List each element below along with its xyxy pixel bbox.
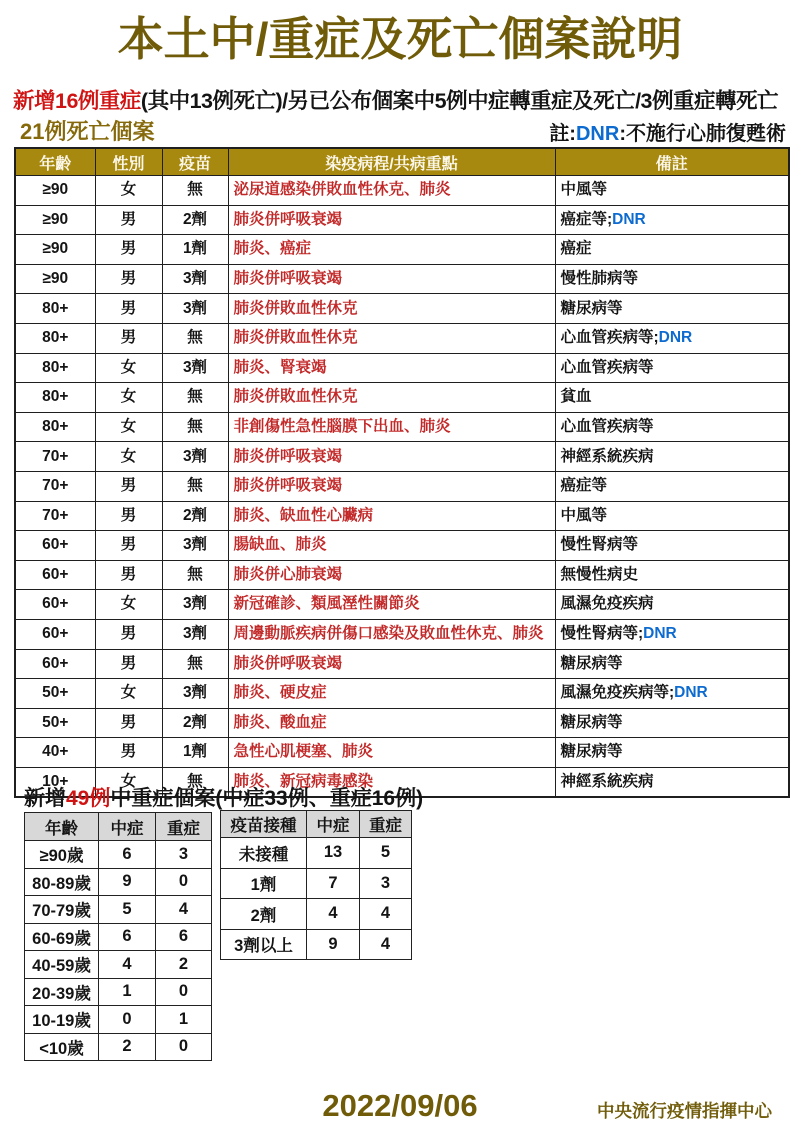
remark-text: 風濕免疫疾病	[560, 595, 654, 613]
death-case-row	[15, 353, 789, 383]
cell-value: 9	[99, 868, 156, 896]
cell-remark	[555, 619, 789, 649]
subtitle	[13, 84, 793, 115]
cell-remark	[555, 176, 789, 206]
remark-text: 糖尿病等	[560, 654, 623, 672]
cell-sex: 女	[95, 590, 162, 620]
cell-sex: 女	[95, 383, 162, 413]
dnr-label: DNR	[674, 684, 708, 702]
cell-age: 80+	[15, 294, 95, 324]
cell-sex: 男	[95, 205, 162, 235]
cell-vaccine: 無	[162, 323, 228, 353]
footer-org: 中央流行疫情指揮中心	[597, 1101, 772, 1121]
cell-course: 肺炎、癌症	[228, 235, 555, 265]
cell-sex: 男	[95, 560, 162, 590]
cell-value: 4	[360, 899, 412, 930]
remark-text: 神經系統疾病	[560, 773, 654, 791]
cell-value: 0	[156, 868, 212, 896]
cell-remark	[555, 738, 789, 768]
cell-remark	[555, 264, 789, 294]
cell-sex: 男	[95, 708, 162, 738]
cell-remark	[555, 767, 789, 797]
remark-text: 神經系統疾病	[560, 447, 654, 465]
remark-text: 無慢性病史	[560, 565, 639, 583]
cell-vaccine: 3劑	[162, 619, 228, 649]
cell-sex: 女	[95, 412, 162, 442]
cell-sex: 女	[95, 767, 162, 797]
cell-age: 40+	[15, 738, 95, 768]
column-header: 中症	[307, 811, 360, 838]
remark-text: 癌症	[560, 240, 592, 258]
cell-value: 13	[307, 838, 360, 869]
death-case-row	[15, 412, 789, 442]
cell-vaccine: 無	[162, 176, 228, 206]
death-case-row	[15, 471, 789, 501]
cell-vaccine: 2劑	[162, 501, 228, 531]
cell-age: 80+	[15, 323, 95, 353]
vaccine-table-body	[221, 838, 412, 960]
cell-age: 80+	[15, 412, 95, 442]
cell-age: 80+	[15, 353, 95, 383]
age-table-header-row	[25, 813, 212, 841]
text-segment: (其中13例死亡)/另已公布個案中5例中症轉重症及死亡/3例重症轉死亡	[140, 89, 779, 113]
death-case-row	[15, 560, 789, 590]
text-segment: 新增	[24, 787, 66, 810]
cell-value: 70-79歲	[25, 896, 99, 924]
death-case-row	[15, 235, 789, 265]
cell-remark	[555, 383, 789, 413]
cell-value: 60-69歲	[25, 923, 99, 951]
death-case-row	[15, 679, 789, 709]
cell-age: 60+	[15, 560, 95, 590]
age-group-row	[25, 1006, 212, 1034]
column-header: 性別	[95, 148, 162, 176]
death-case-row	[15, 323, 789, 353]
dnr-label: DNR	[643, 625, 677, 643]
cell-course: 肺炎併呼吸衰竭	[228, 264, 555, 294]
death-case-row	[15, 619, 789, 649]
cell-remark	[555, 590, 789, 620]
cell-remark	[555, 442, 789, 472]
cell-value: 6	[156, 923, 212, 951]
column-header: 染疫病程/共病重點	[228, 148, 555, 176]
age-table-body	[25, 841, 212, 1061]
column-header: 中症	[99, 813, 156, 841]
cell-course: 肺炎併敗血性休克	[228, 383, 555, 413]
cell-vaccine: 無	[162, 649, 228, 679]
cell-sex: 男	[95, 501, 162, 531]
deaths-table	[14, 147, 790, 798]
cell-sex: 男	[95, 649, 162, 679]
column-header: 年齡	[25, 813, 99, 841]
text-segment: 49例	[66, 787, 111, 810]
death-case-row	[15, 590, 789, 620]
cell-value: 9	[307, 929, 360, 960]
death-case-row	[15, 738, 789, 768]
cell-remark	[555, 235, 789, 265]
severe-section-heading	[24, 782, 423, 812]
cell-value: 1劑	[221, 868, 307, 899]
cell-course: 非創傷性急性腦膜下出血、肺炎	[228, 412, 555, 442]
cell-sex: 男	[95, 323, 162, 353]
cell-vaccine: 無	[162, 767, 228, 797]
text-segment: :不施行心肺復甦術	[619, 123, 786, 145]
age-group-row	[25, 1033, 212, 1061]
cell-remark	[555, 501, 789, 531]
cell-course: 肺炎、新冠病毒感染	[228, 767, 555, 797]
cell-remark	[555, 205, 789, 235]
death-case-row	[15, 383, 789, 413]
remark-text: 糖尿病等	[560, 299, 623, 317]
cell-age: 50+	[15, 708, 95, 738]
vaccine-table-header-row	[221, 811, 412, 838]
cell-remark	[555, 708, 789, 738]
cell-course: 肺炎併敗血性休克	[228, 323, 555, 353]
cell-age: 60+	[15, 531, 95, 561]
cell-sex: 女	[95, 679, 162, 709]
cell-value: 1	[156, 1006, 212, 1034]
column-header: 疫苗	[162, 148, 228, 176]
cell-age: 10+	[15, 767, 95, 797]
remark-text: 貧血	[560, 388, 592, 406]
cell-value: 20-39歲	[25, 978, 99, 1006]
column-header: 年齡	[15, 148, 95, 176]
cell-age: 60+	[15, 649, 95, 679]
remark-text: 慢性肺病等	[560, 269, 639, 287]
deaths-table-body	[15, 176, 789, 798]
vaccine-status-row	[221, 868, 412, 899]
cell-value: 4	[99, 951, 156, 979]
death-case-row	[15, 294, 789, 324]
remark-text: 中風等	[560, 181, 608, 199]
cell-value: 80-89歲	[25, 868, 99, 896]
cell-age: 60+	[15, 590, 95, 620]
cell-vaccine: 3劑	[162, 679, 228, 709]
death-case-row	[15, 531, 789, 561]
cell-value: 4	[307, 899, 360, 930]
cell-vaccine: 無	[162, 471, 228, 501]
cell-sex: 男	[95, 619, 162, 649]
cell-value: 6	[99, 841, 156, 869]
cell-vaccine: 無	[162, 560, 228, 590]
cell-vaccine: 無	[162, 412, 228, 442]
text-segment: 中重症個案(中症33例、重症16例)	[110, 787, 424, 810]
cell-value: 7	[307, 868, 360, 899]
cell-value: 5	[99, 896, 156, 924]
vaccine-status-row	[221, 899, 412, 930]
cell-age: ≥90	[15, 176, 95, 206]
cell-value: 40-59歲	[25, 951, 99, 979]
death-case-row	[15, 176, 789, 206]
cell-vaccine: 無	[162, 383, 228, 413]
death-case-row	[15, 501, 789, 531]
text-segment: 新增16例重症	[13, 89, 141, 113]
remark-text: 糖尿病等	[560, 713, 623, 731]
page-title: 本土中/重症及死亡個案說明	[117, 13, 683, 65]
cell-value: 4	[360, 929, 412, 960]
cell-course: 新冠確診、類風溼性關節炎	[228, 590, 555, 620]
cell-value: 1	[99, 978, 156, 1006]
footer-date: 2022/09/06	[322, 1088, 478, 1123]
cell-course: 腸缺血、肺炎	[228, 531, 555, 561]
remark-text: 糖尿病等	[560, 743, 623, 761]
cell-value: ≥90歲	[25, 841, 99, 869]
cell-vaccine: 2劑	[162, 205, 228, 235]
cell-value: 0	[156, 978, 212, 1006]
cell-sex: 男	[95, 235, 162, 265]
age-group-row	[25, 896, 212, 924]
cell-remark	[555, 649, 789, 679]
cell-remark	[555, 353, 789, 383]
cell-sex: 女	[95, 353, 162, 383]
dnr-label: DNR	[658, 329, 693, 347]
cell-remark	[555, 412, 789, 442]
cell-value: 3	[156, 841, 212, 869]
cell-sex: 女	[95, 176, 162, 206]
death-case-row	[15, 442, 789, 472]
cell-course: 肺炎併心肺衰竭	[228, 560, 555, 590]
remark-text: 癌症等	[560, 477, 608, 495]
cell-vaccine: 3劑	[162, 442, 228, 472]
cell-course: 肺炎併呼吸衰竭	[228, 471, 555, 501]
cell-remark	[555, 679, 789, 709]
remark-text: 慢性腎病等	[560, 536, 639, 554]
column-header: 重症	[360, 811, 412, 838]
death-case-row	[15, 205, 789, 235]
death-case-row	[15, 264, 789, 294]
column-header: 疫苗接種	[221, 811, 307, 838]
column-header: 重症	[156, 813, 212, 841]
remark-text: 風濕免疫疾病等;	[560, 684, 675, 702]
cell-sex: 男	[95, 264, 162, 294]
cell-age: 60+	[15, 619, 95, 649]
cell-sex: 男	[95, 738, 162, 768]
cell-remark	[555, 560, 789, 590]
cell-sex: 男	[95, 471, 162, 501]
cell-course: 肺炎併呼吸衰竭	[228, 442, 555, 472]
cell-age: ≥90	[15, 205, 95, 235]
cell-course: 肺炎、硬皮症	[228, 679, 555, 709]
remark-text: 慢性腎病等;	[560, 625, 644, 643]
vaccine-status-row	[221, 838, 412, 869]
age-group-row	[25, 841, 212, 869]
cell-vaccine: 1劑	[162, 738, 228, 768]
cell-course: 肺炎併呼吸衰竭	[228, 205, 555, 235]
cell-value: 2	[99, 1033, 156, 1061]
death-case-row	[15, 649, 789, 679]
cell-course: 肺炎併敗血性休克	[228, 294, 555, 324]
cell-vaccine: 3劑	[162, 590, 228, 620]
age-group-row	[25, 951, 212, 979]
cell-value: 10-19歲	[25, 1006, 99, 1034]
cell-value: 0	[156, 1033, 212, 1061]
cell-value: 5	[360, 838, 412, 869]
cell-course: 肺炎、腎衰竭	[228, 353, 555, 383]
cell-vaccine: 2劑	[162, 708, 228, 738]
cell-value: 2	[156, 951, 212, 979]
cell-value: 3劑以上	[221, 929, 307, 960]
cell-course: 周邊動脈疾病併傷口感染及敗血性休克、肺炎	[228, 619, 555, 649]
age-group-row	[25, 923, 212, 951]
cell-course: 肺炎、酸血症	[228, 708, 555, 738]
remark-text: 心血管疾病等	[560, 358, 654, 376]
cell-remark	[555, 531, 789, 561]
cell-sex: 女	[95, 442, 162, 472]
death-case-row	[15, 708, 789, 738]
age-group-row	[25, 978, 212, 1006]
cell-course: 泌尿道感染併敗血性休克、肺炎	[228, 176, 555, 206]
remark-text: 癌症等;	[560, 210, 613, 228]
cell-value: 3	[360, 868, 412, 899]
cell-age: 80+	[15, 383, 95, 413]
cell-age: 70+	[15, 442, 95, 472]
remark-text: 心血管疾病等	[560, 417, 654, 435]
cell-vaccine: 1劑	[162, 235, 228, 265]
column-header: 備註	[555, 148, 789, 176]
cell-remark	[555, 294, 789, 324]
cell-sex: 男	[95, 531, 162, 561]
cell-vaccine: 3劑	[162, 531, 228, 561]
cell-age: 70+	[15, 471, 95, 501]
dnr-note	[549, 117, 786, 146]
cell-value: 4	[156, 896, 212, 924]
cell-age: ≥90	[15, 264, 95, 294]
remark-text: 心血管疾病等;	[560, 329, 659, 347]
deaths-section-heading: 21例死亡個案	[20, 119, 155, 144]
cell-course: 肺炎、缺血性心臟病	[228, 501, 555, 531]
deaths-table-header-row	[15, 148, 789, 176]
cell-course: 肺炎併呼吸衰竭	[228, 649, 555, 679]
cell-value: 0	[99, 1006, 156, 1034]
cell-age: 70+	[15, 501, 95, 531]
severe-vaccine-table	[220, 810, 412, 960]
remark-text: 中風等	[560, 506, 608, 524]
cell-value: <10歲	[25, 1033, 99, 1061]
cell-value: 6	[99, 923, 156, 951]
cell-vaccine: 3劑	[162, 353, 228, 383]
cell-value: 2劑	[221, 899, 307, 930]
cell-vaccine: 3劑	[162, 264, 228, 294]
text-segment: 註:	[549, 123, 576, 145]
cell-vaccine: 3劑	[162, 294, 228, 324]
cell-age: ≥90	[15, 235, 95, 265]
age-group-row	[25, 868, 212, 896]
cell-age: 50+	[15, 679, 95, 709]
severe-age-table	[24, 812, 212, 1061]
cell-sex: 男	[95, 294, 162, 324]
vaccine-status-row	[221, 929, 412, 960]
cell-course: 急性心肌梗塞、肺炎	[228, 738, 555, 768]
cell-remark	[555, 471, 789, 501]
text-segment: DNR	[575, 123, 620, 145]
dnr-label: DNR	[612, 210, 646, 228]
cell-remark	[555, 323, 789, 353]
cell-value: 未接種	[221, 838, 307, 869]
